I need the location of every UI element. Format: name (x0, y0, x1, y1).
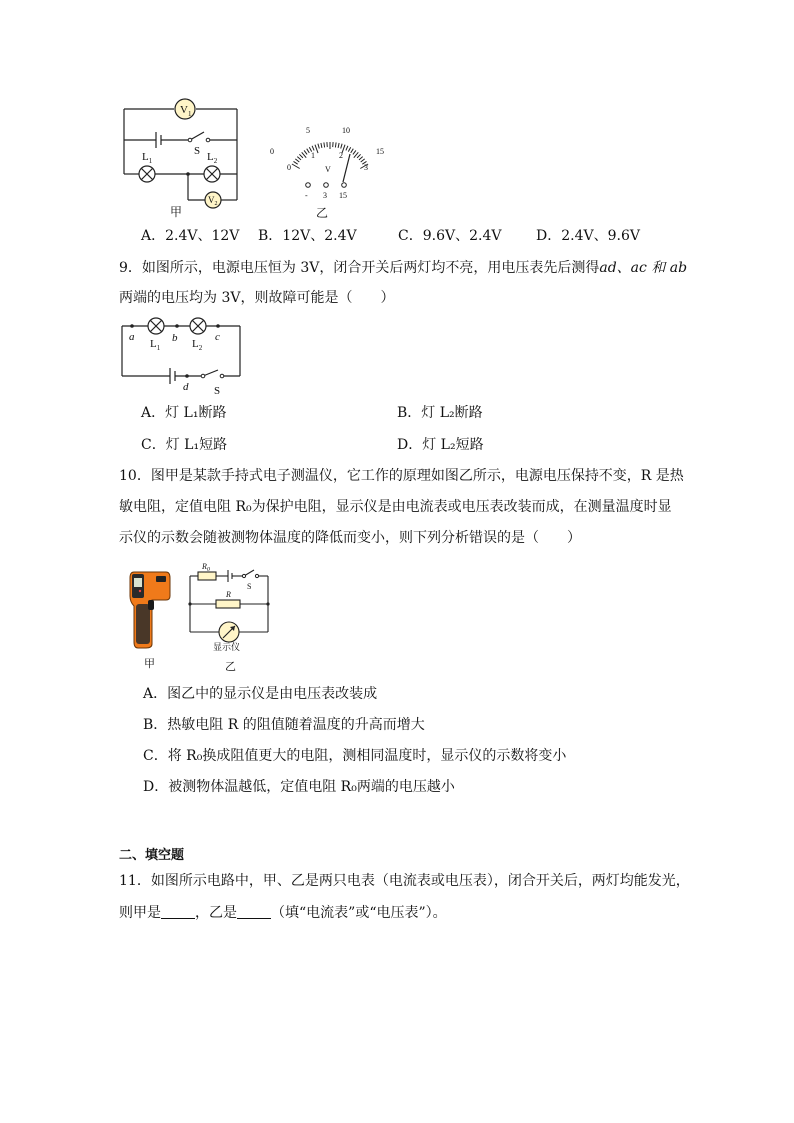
meter-label: 显示仪 (213, 642, 241, 652)
q9-l2-label: $L_2$ (192, 338, 203, 352)
scale-tick (315, 145, 318, 153)
q9-option-b[interactable]: B．灯 L₂断路 (397, 405, 483, 421)
q8-voltmeter-yi (268, 124, 394, 208)
scale-tick (304, 150, 307, 154)
q11-stem-line1: 11．如图所示电路中，甲、乙是两只电表（电流表或电压表），闭合开关后，两灯均能发光， (119, 873, 690, 889)
scale-tick (361, 159, 365, 162)
r0-label: $R_0$ (202, 562, 210, 573)
scale-tick (353, 150, 356, 154)
terminal-minus: - (305, 191, 308, 200)
q9-stem-line1: 9．如图所示，电源电压恒为 3V，闭合开关后两灯均不亮，用电压表先后测得ad、ac 和 ab (119, 260, 688, 276)
q9-option-c[interactable]: C．灯 L₁短路 (141, 437, 228, 453)
q10-caption-jia: 甲 (144, 657, 155, 670)
scale-tick (295, 159, 299, 162)
q8-caption-yi: 乙 (316, 206, 329, 220)
q9-switch-label: S (214, 385, 221, 396)
answer-blank-jia[interactable] (161, 904, 195, 919)
scale-tick (318, 144, 319, 149)
scale-tick (292, 164, 300, 169)
unit-v: V (325, 165, 331, 174)
scale-tick (297, 157, 301, 160)
q10-stem-line2: 敏电阻，定值电阻 R₀为保护电阻，显示仪是由电流表或电压表改装而成，在测量温度时显 (119, 499, 672, 515)
q9-option-a[interactable]: A．灯 L₁断路 (141, 405, 227, 421)
q10-stem-line1: 10．图甲是某款手持式电子测温仪，它工作的原理如图乙所示，电源电压保持不变，R 是热 (119, 468, 684, 484)
scale-top-0: 0 (270, 147, 274, 156)
pointer (343, 154, 350, 182)
answer-blank-yi[interactable] (237, 904, 271, 919)
scale-bottom-0: 0 (287, 163, 291, 172)
scale-tick (346, 146, 348, 151)
q9-circuit (118, 314, 244, 396)
q8-circuit-jia (116, 96, 246, 218)
q10-option-b[interactable]: B．热敏电阻 R 的阻值随着温度的升高而增大 (143, 717, 425, 733)
scale-bottom-3: 3 (364, 163, 368, 172)
node-c: c (215, 331, 220, 343)
scale-bottom-2: 2 (339, 151, 343, 160)
q8-option-d[interactable]: D．2.4V、9.6V (536, 228, 640, 244)
q9-stem-line2: 两端的电压均为 3V，则故障可能是（ ） (119, 290, 395, 306)
q8-option-b[interactable]: B．12V、2.4V (258, 228, 357, 244)
node-b: b (172, 332, 178, 344)
scale-tick (338, 143, 339, 148)
q10-switch-label: S (247, 582, 252, 591)
scale-bottom-1: 1 (311, 151, 315, 160)
q8-option-c[interactable]: C．9.6V、2.4V (398, 228, 502, 244)
scale-top-15: 15 (376, 147, 384, 156)
section-heading: 二、填空题 (119, 848, 185, 863)
q10-stem-line3: 示仪的示数会随被测物体温度的降低而变小，则下列分析错误的是（ ） (119, 530, 581, 546)
terminal-3: 3 (323, 191, 327, 200)
q8-caption-jia: 甲 (170, 205, 183, 219)
scale-tick (307, 149, 310, 153)
r-label: R (226, 590, 231, 599)
v2-label: $V_2$ (208, 195, 218, 207)
q10-caption-yi: 乙 (225, 660, 236, 673)
terminal-15: 15 (339, 191, 347, 200)
scale-top-5: 5 (306, 126, 310, 135)
q11-stem-line2: 则甲是 ，乙是 （填“电流表”或“电压表”）。 (119, 905, 447, 921)
scale-tick (321, 143, 322, 148)
scale-tick (299, 154, 303, 158)
q8-option-a[interactable]: A．2.4V、12V (141, 228, 240, 244)
q10-option-d[interactable]: D．被测物体温越低，定值电阻 R₀两端的电压越小 (143, 779, 455, 795)
q9-option-d[interactable]: D．灯 L₂短路 (397, 437, 484, 453)
scale-top-10: 10 (342, 126, 350, 135)
thermometer-gun-image (128, 566, 172, 650)
scale-tick (294, 161, 298, 164)
scale-tick (341, 144, 342, 149)
q10-option-c[interactable]: C．将 R₀换成阻值更大的电阻，测相同温度时，显示仪的示数将变小 (143, 748, 567, 764)
l2-label: $L_2$ (207, 151, 218, 165)
scale-tick (359, 157, 363, 160)
node-d: d (183, 381, 189, 393)
q10-circuit-yi (186, 560, 272, 656)
q9-l1-label: $L_1$ (150, 338, 161, 352)
scale-tick (351, 149, 354, 153)
q10-option-a[interactable]: A．图乙中的显示仪是由电压表改装成 (143, 686, 378, 702)
scale-tick (357, 154, 361, 158)
v1-label: $V_1$ (180, 104, 192, 118)
scale-tick (348, 147, 350, 151)
scale-tick (312, 146, 314, 151)
scale-tick (335, 142, 336, 147)
node-a: a (129, 331, 135, 343)
scale-tick (324, 142, 325, 147)
switch-label: S (194, 145, 201, 157)
l1-label: $L_1$ (142, 151, 153, 165)
